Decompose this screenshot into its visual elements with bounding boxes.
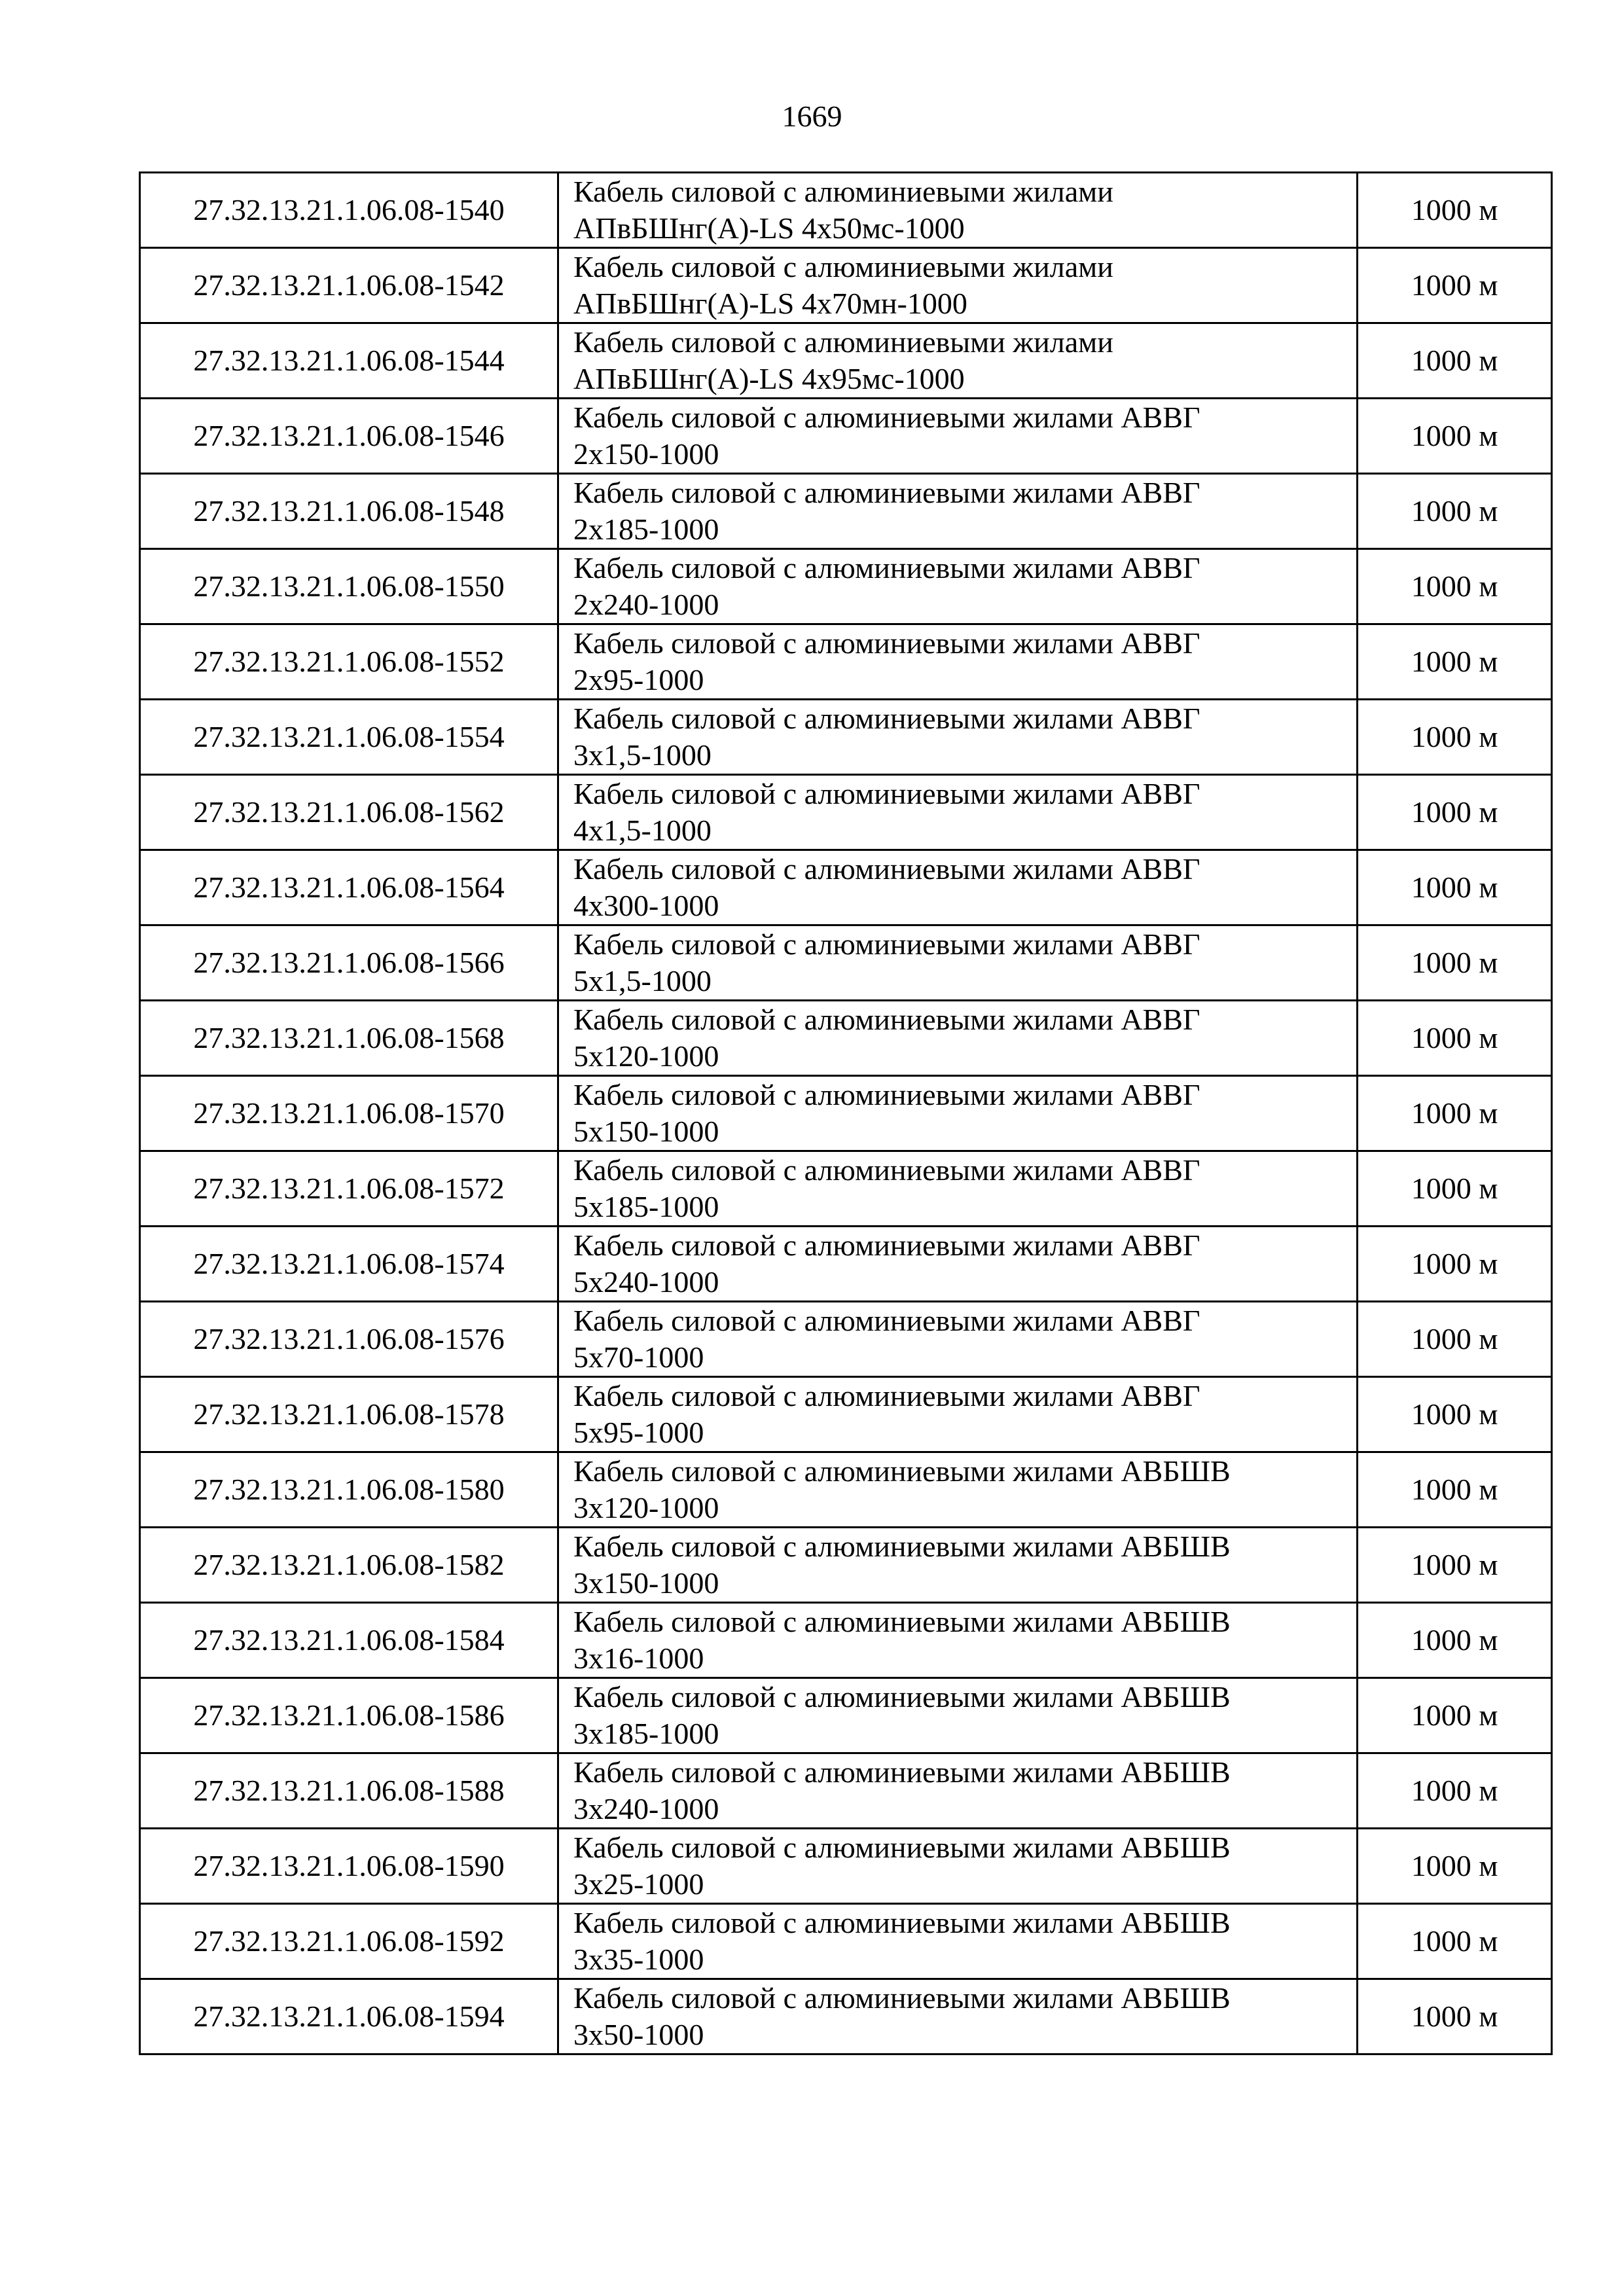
table-row	[140, 1603, 1552, 1678]
resource-code: 27.32.13.21.1.06.08-1568	[140, 1001, 558, 1076]
resource-name-line1: Кабель силовой с алюминиевыми жилами АВВГ	[573, 927, 1200, 961]
table-row	[140, 1302, 1552, 1377]
table-row	[140, 1904, 1552, 1979]
resource-name-line1: Кабель силовой с алюминиевыми жилами АВБШВ	[573, 1755, 1231, 1789]
resource-name-line2: 2х150-1000	[573, 437, 719, 471]
resource-name-line1: Кабель силовой с алюминиевыми жилами АВБШВ	[573, 1530, 1231, 1563]
resource-name	[558, 1151, 1358, 1227]
resource-name-line2: 5х185-1000	[573, 1190, 719, 1223]
resource-name	[558, 1678, 1358, 1753]
resource-name-line2: 5х150-1000	[573, 1115, 719, 1148]
resource-name-line2: 5х120-1000	[573, 1039, 719, 1073]
resource-name-line2: 3х25-1000	[573, 1867, 704, 1901]
resource-code: 27.32.13.21.1.06.08-1580	[140, 1452, 558, 1528]
resource-code: 27.32.13.21.1.06.08-1590	[140, 1829, 558, 1904]
resource-name-line2: 2х185-1000	[573, 512, 719, 546]
resource-unit: 1000 м	[1358, 1603, 1552, 1678]
table-row	[140, 775, 1552, 850]
resource-code: 27.32.13.21.1.06.08-1552	[140, 624, 558, 700]
table-row	[140, 248, 1552, 323]
resource-name-line1: Кабель силовой с алюминиевыми жилами АВБШВ	[573, 1906, 1231, 1939]
table-row	[140, 549, 1552, 624]
resource-unit: 1000 м	[1358, 1753, 1552, 1829]
resource-name-line2: 4х300-1000	[573, 889, 719, 922]
resource-name	[558, 474, 1358, 549]
resource-name-line2: 3х150-1000	[573, 1566, 719, 1600]
resource-name-line1: Кабель силовой с алюминиевыми жилами АВБШВ	[573, 1981, 1231, 2015]
resource-name-line2: 3х120-1000	[573, 1491, 719, 1524]
resource-name	[558, 925, 1358, 1001]
resource-unit: 1000 м	[1358, 700, 1552, 775]
resource-name-line2: АПвБШнг(А)-LS 4х50мс-1000	[573, 211, 965, 245]
resource-unit: 1000 м	[1358, 1302, 1552, 1377]
resource-code: 27.32.13.21.1.06.08-1540	[140, 173, 558, 248]
table-row	[140, 1227, 1552, 1302]
resource-name	[558, 549, 1358, 624]
resource-name-line1: Кабель силовой с алюминиевыми жилами АВБШВ	[573, 1454, 1231, 1488]
resource-name-line1: Кабель силовой с алюминиевыми жилами АВВГ	[573, 1153, 1200, 1187]
resource-name-line2: 5х1,5-1000	[573, 964, 712, 997]
resource-unit: 1000 м	[1358, 1001, 1552, 1076]
resource-name-line2: 3х35-1000	[573, 1943, 704, 1976]
resource-code: 27.32.13.21.1.06.08-1584	[140, 1603, 558, 1678]
resource-name-line2: 3х240-1000	[573, 1792, 719, 1825]
resource-name	[558, 248, 1358, 323]
resource-name-line1: Кабель силовой с алюминиевыми жилами АВБШВ	[573, 1831, 1231, 1864]
table-row	[140, 173, 1552, 248]
resource-name-line1: Кабель силовой с алюминиевыми жилами АВВГ	[573, 1304, 1200, 1337]
table-row	[140, 1678, 1552, 1753]
resource-name	[558, 700, 1358, 775]
resource-code: 27.32.13.21.1.06.08-1544	[140, 323, 558, 399]
resource-name-line2: 2х240-1000	[573, 588, 719, 621]
resource-name-line2: 5х70-1000	[573, 1340, 704, 1374]
resource-unit: 1000 м	[1358, 323, 1552, 399]
resource-name	[558, 1302, 1358, 1377]
resource-code: 27.32.13.21.1.06.08-1564	[140, 850, 558, 925]
resource-code: 27.32.13.21.1.06.08-1578	[140, 1377, 558, 1452]
table-row	[140, 700, 1552, 775]
resource-name-line1: Кабель силовой с алюминиевыми жилами АВВГ	[573, 1379, 1200, 1412]
resource-name	[558, 850, 1358, 925]
resource-unit: 1000 м	[1358, 1227, 1552, 1302]
resource-unit: 1000 м	[1358, 1528, 1552, 1603]
resource-unit: 1000 м	[1358, 474, 1552, 549]
resource-name	[558, 1001, 1358, 1076]
resource-name	[558, 1904, 1358, 1979]
resource-unit: 1000 м	[1358, 1678, 1552, 1753]
resource-code: 27.32.13.21.1.06.08-1574	[140, 1227, 558, 1302]
resource-name	[558, 1452, 1358, 1528]
resource-name-line2: 4х1,5-1000	[573, 814, 712, 847]
table-row	[140, 1528, 1552, 1603]
resource-code: 27.32.13.21.1.06.08-1592	[140, 1904, 558, 1979]
resource-name-line1: Кабель силовой с алюминиевыми жилами	[573, 250, 1113, 283]
resource-name	[558, 1227, 1358, 1302]
resource-unit: 1000 м	[1358, 1452, 1552, 1528]
resource-name	[558, 399, 1358, 474]
resource-table-body	[140, 173, 1552, 2054]
resource-name-line1: Кабель силовой с алюминиевыми жилами АВВГ	[573, 551, 1200, 584]
resource-name	[558, 775, 1358, 850]
resource-name	[558, 1603, 1358, 1678]
resource-unit: 1000 м	[1358, 1151, 1552, 1227]
resource-name-line1: Кабель силовой с алюминиевыми жилами АВВГ	[573, 1229, 1200, 1262]
resource-name	[558, 323, 1358, 399]
resource-unit: 1000 м	[1358, 1979, 1552, 2054]
resource-code: 27.32.13.21.1.06.08-1566	[140, 925, 558, 1001]
resource-name-line1: Кабель силовой с алюминиевыми жилами АВБШВ	[573, 1680, 1231, 1713]
resource-name-line2: 2х95-1000	[573, 663, 704, 696]
resource-name	[558, 1377, 1358, 1452]
resource-name-line1: Кабель силовой с алюминиевыми жилами АВВГ	[573, 702, 1200, 735]
resource-name-line2: АПвБШнг(А)-LS 4х70мн-1000	[573, 287, 967, 320]
resource-unit: 1000 м	[1358, 1904, 1552, 1979]
resource-unit: 1000 м	[1358, 549, 1552, 624]
table-row	[140, 624, 1552, 700]
resource-unit: 1000 м	[1358, 925, 1552, 1001]
resource-name	[558, 1076, 1358, 1151]
resource-name-line1: Кабель силовой с алюминиевыми жилами АВБШВ	[573, 1605, 1231, 1638]
table-row	[140, 1001, 1552, 1076]
table-row	[140, 474, 1552, 549]
resource-code: 27.32.13.21.1.06.08-1594	[140, 1979, 558, 2054]
resource-name-line2: 3х50-1000	[573, 2018, 704, 2051]
table-row	[140, 925, 1552, 1001]
resource-unit: 1000 м	[1358, 1076, 1552, 1151]
resource-name-line2: 3х1,5-1000	[573, 738, 712, 772]
resource-name-line1: Кабель силовой с алюминиевыми жилами АВВГ	[573, 852, 1200, 886]
resource-code: 27.32.13.21.1.06.08-1570	[140, 1076, 558, 1151]
resource-code: 27.32.13.21.1.06.08-1546	[140, 399, 558, 474]
resource-name-line1: Кабель силовой с алюминиевыми жилами	[573, 175, 1113, 208]
resource-name-line1: Кабель силовой с алюминиевыми жилами АВВГ	[573, 626, 1200, 660]
resource-code: 27.32.13.21.1.06.08-1588	[140, 1753, 558, 1829]
table-row	[140, 1151, 1552, 1227]
resource-name-line1: Кабель силовой с алюминиевыми жилами АВВГ	[573, 1003, 1200, 1036]
resource-code: 27.32.13.21.1.06.08-1542	[140, 248, 558, 323]
resource-code: 27.32.13.21.1.06.08-1562	[140, 775, 558, 850]
table-row	[140, 1076, 1552, 1151]
resource-unit: 1000 м	[1358, 1829, 1552, 1904]
table-row	[140, 1452, 1552, 1528]
table-row	[140, 1753, 1552, 1829]
table-row	[140, 1377, 1552, 1452]
resource-name-line1: Кабель силовой с алюминиевыми жилами АВВГ	[573, 476, 1200, 509]
table-row	[140, 850, 1552, 925]
resource-code: 27.32.13.21.1.06.08-1586	[140, 1678, 558, 1753]
resource-name-line1: Кабель силовой с алюминиевыми жилами АВВГ	[573, 1078, 1200, 1111]
resource-unit: 1000 м	[1358, 775, 1552, 850]
resource-unit: 1000 м	[1358, 1377, 1552, 1452]
table-row	[140, 323, 1552, 399]
resource-code: 27.32.13.21.1.06.08-1548	[140, 474, 558, 549]
resource-name	[558, 1528, 1358, 1603]
resource-table	[139, 171, 1553, 2055]
table-row	[140, 1979, 1552, 2054]
resource-name	[558, 624, 1358, 700]
page-number: 1669	[782, 99, 842, 133]
resource-code: 27.32.13.21.1.06.08-1550	[140, 549, 558, 624]
resource-unit: 1000 м	[1358, 399, 1552, 474]
resource-name-line2: 3х185-1000	[573, 1717, 719, 1750]
resource-unit: 1000 м	[1358, 173, 1552, 248]
resource-name-line2: АПвБШнг(А)-LS 4х95мс-1000	[573, 362, 965, 395]
resource-unit: 1000 м	[1358, 248, 1552, 323]
resource-name	[558, 1753, 1358, 1829]
resource-name-line1: Кабель силовой с алюминиевыми жилами АВВГ	[573, 777, 1200, 810]
resource-code: 27.32.13.21.1.06.08-1554	[140, 700, 558, 775]
resource-name	[558, 1829, 1358, 1904]
resource-name-line1: Кабель силовой с алюминиевыми жилами АВВГ	[573, 401, 1200, 434]
resource-code: 27.32.13.21.1.06.08-1582	[140, 1528, 558, 1603]
resource-name-line2: 5х240-1000	[573, 1265, 719, 1299]
table-row	[140, 399, 1552, 474]
resource-code: 27.32.13.21.1.06.08-1572	[140, 1151, 558, 1227]
resource-code: 27.32.13.21.1.06.08-1576	[140, 1302, 558, 1377]
resource-unit: 1000 м	[1358, 624, 1552, 700]
resource-name-line2: 5х95-1000	[573, 1416, 704, 1449]
resource-name-line2: 3х16-1000	[573, 1641, 704, 1675]
resource-unit: 1000 м	[1358, 850, 1552, 925]
resource-name	[558, 1979, 1358, 2054]
table-row	[140, 1829, 1552, 1904]
resource-name	[558, 173, 1358, 248]
resource-name-line1: Кабель силовой с алюминиевыми жилами	[573, 325, 1113, 359]
